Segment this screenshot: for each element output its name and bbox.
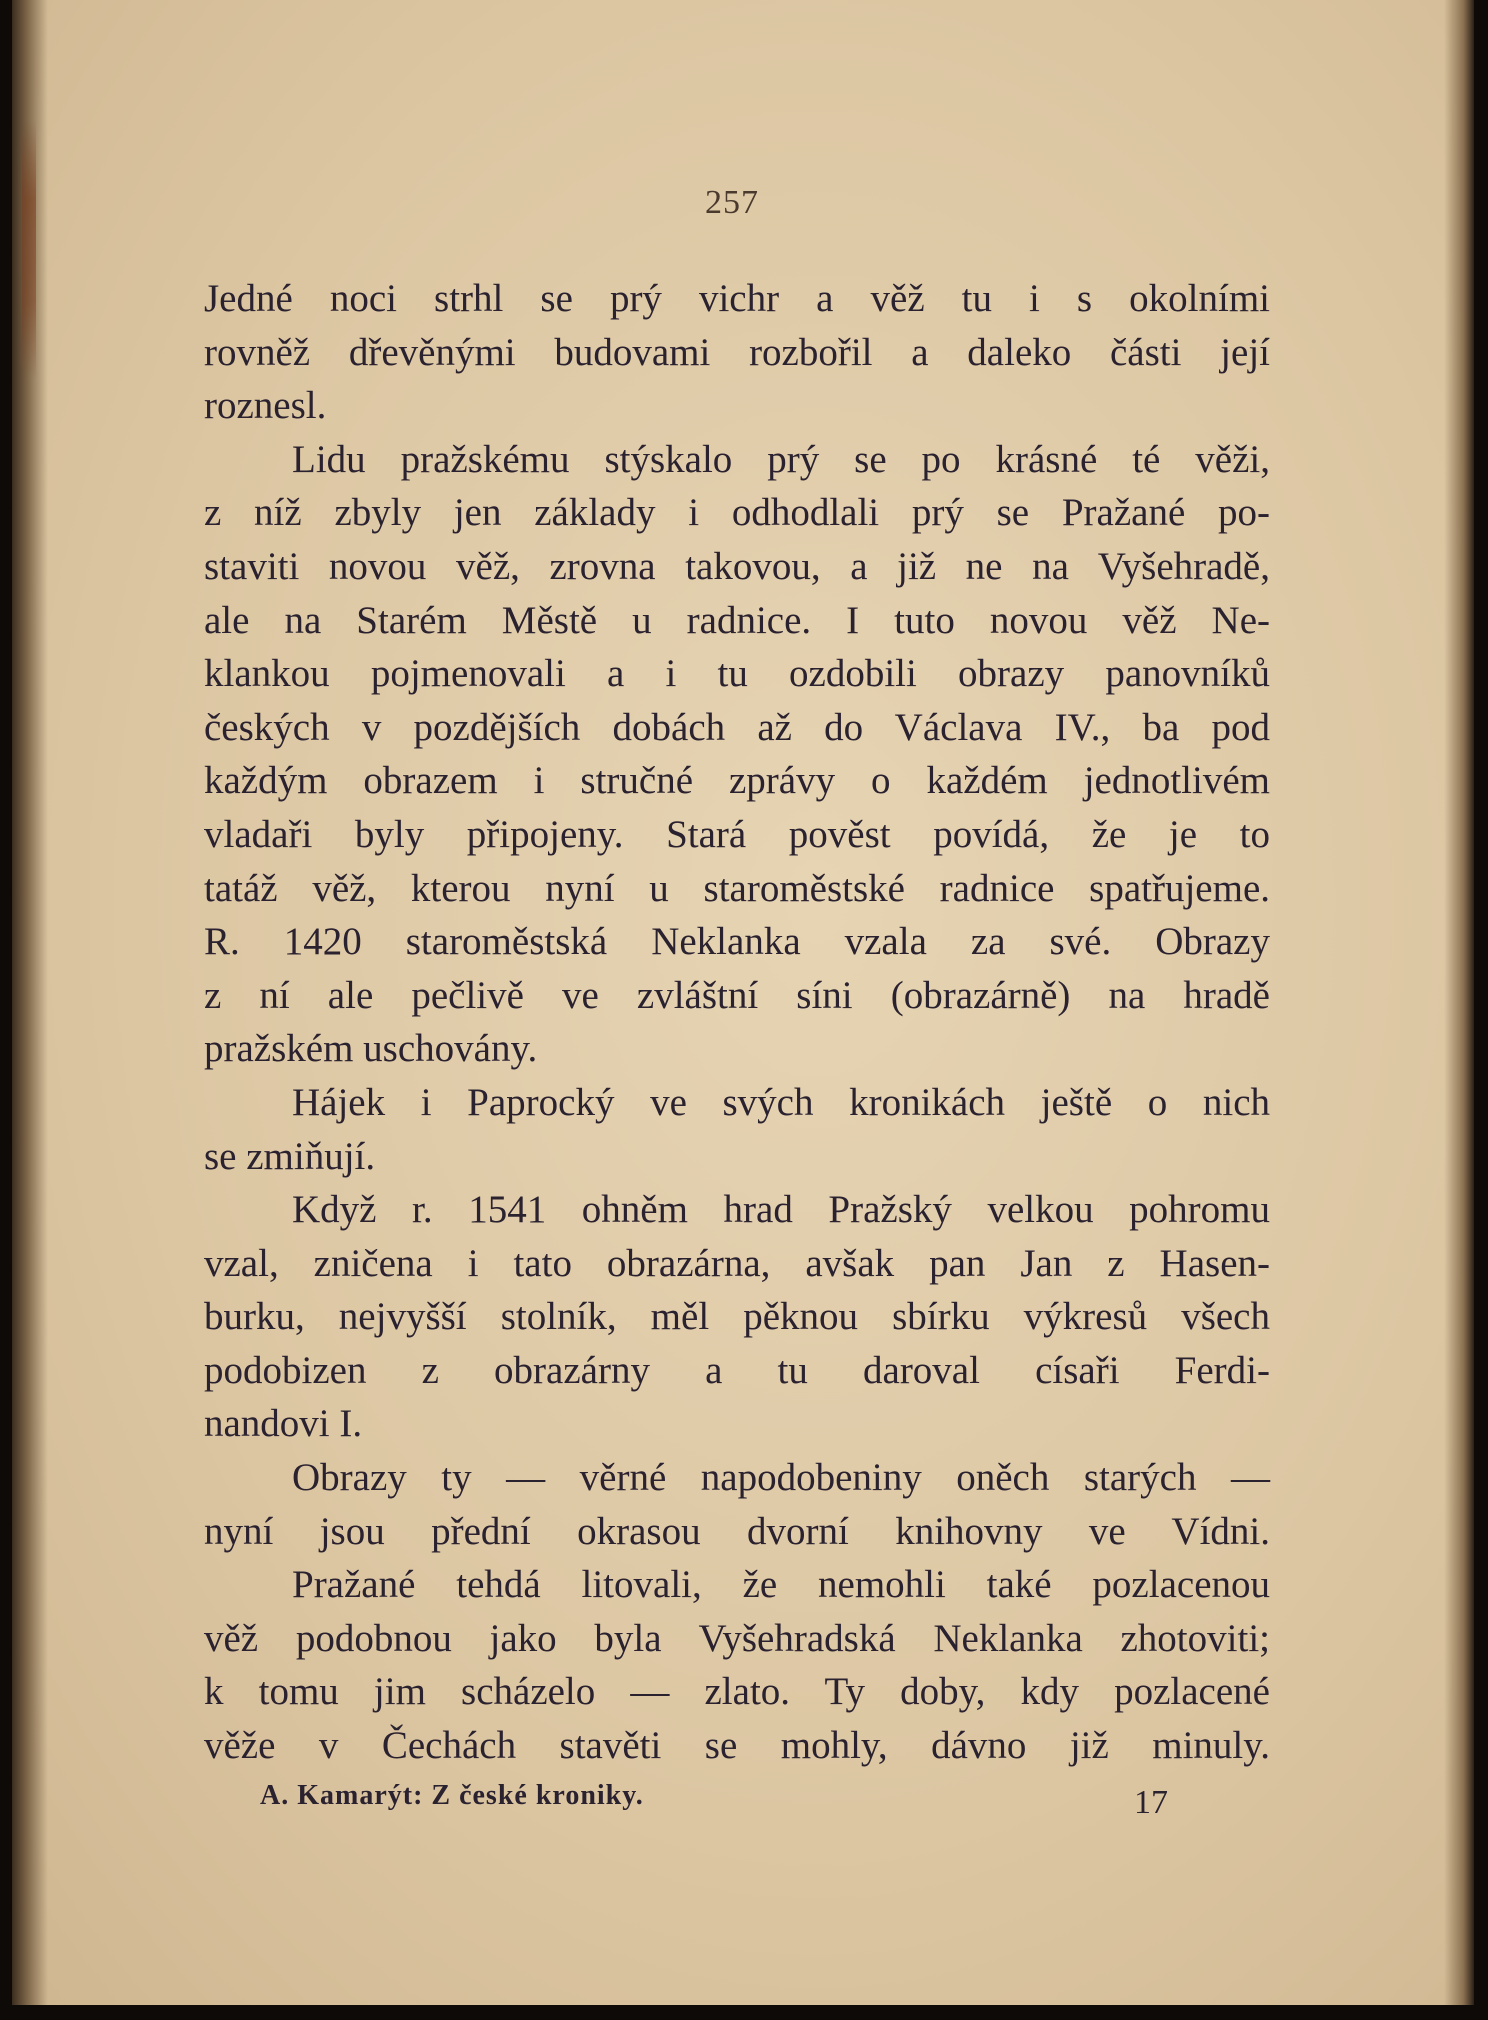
text-line: se zmiňují. [204,1134,376,1178]
text-line: roznesl. [204,384,327,428]
text-line: z ní ale pečlivě ve zvláštní síni (obrazárně) na hradě [204,973,1270,1017]
text-line: každým obrazem i stručné zprávy o každém jednotlivém [204,759,1270,803]
text-line: vzal, zničena i tato obrazárna, avšak pan Jan z Hasen- [204,1241,1270,1285]
page-edge [1444,0,1474,2005]
text-line: pražském uschovány. [204,1027,538,1071]
text-line: Pražané tehdá litovali, že nemohli také pozlacenou [292,1563,1270,1607]
text-line: tatáž věž, kterou nyní u staroměstské radnice spatřujeme. [204,866,1270,910]
book-page [12,0,1474,2005]
footer-number: 17 [1134,1784,1168,1821]
text-line: z níž zbyly jen základy i odhodlali prý se Pražané po- [204,491,1270,535]
page-number: 257 [705,184,759,221]
text-line: podobizen z obrazárny a tu daroval císaři Ferdi- [204,1348,1270,1392]
text-line: ale na Starém Městě u radnice. I tuto novou věž Ne- [204,598,1270,642]
text-line: Hájek i Paprocký ve svých kronikách ještě o nich [292,1080,1270,1124]
text-line: Obrazy ty — věrné napodobeniny oněch starých — [292,1456,1270,1500]
gutter-stain [22,120,36,380]
text-line: Když r. 1541 ohněm hrad Pražský velkou pohromu [292,1188,1270,1232]
text-line: klankou pojmenovali a i tu ozdobili obrazy panovníků [204,652,1270,696]
text-line: českých v pozdějších dobách až do Václava IV., ba pod [204,705,1270,749]
text-line: R. 1420 staroměstská Neklanka vzala za své. Obrazy [204,920,1270,964]
footer-signature: A. Kamarýt: Z české kroniky. [260,1780,644,1811]
text-line: věž podobnou jako byla Vyšehradská Neklanka zhotoviti; [204,1616,1270,1660]
text-line: vladaři byly připojeny. Stará pověst povídá, že je to [204,812,1270,856]
text-line: k tomu jim scházelo — zlato. Ty doby, kdy pozlacené [204,1670,1270,1714]
text-line: věže v Čechách stavěti se mohly, dávno již minuly. [204,1724,1270,1768]
text-line: staviti novou věž, zrovna takovou, a již ne na Vyšehradě, [204,544,1270,588]
text-line: rovněž dřevěnými budovami rozbořil a daleko části její [204,330,1270,374]
body-text [204,272,1270,1773]
text-line: nyní jsou přední okrasou dvorní knihovny ve Vídni. [204,1509,1270,1553]
text-line: nandovi I. [204,1402,363,1446]
text-line: Lidu pražskému stýskalo prý se po krásné té věži, [292,437,1270,481]
text-line: burku, nejvyšší stolník, měl pěknou sbírku výkresů všech [204,1295,1270,1339]
text-line: Jedné noci strhl se prý vichr a věž tu i s okolními [204,277,1270,320]
